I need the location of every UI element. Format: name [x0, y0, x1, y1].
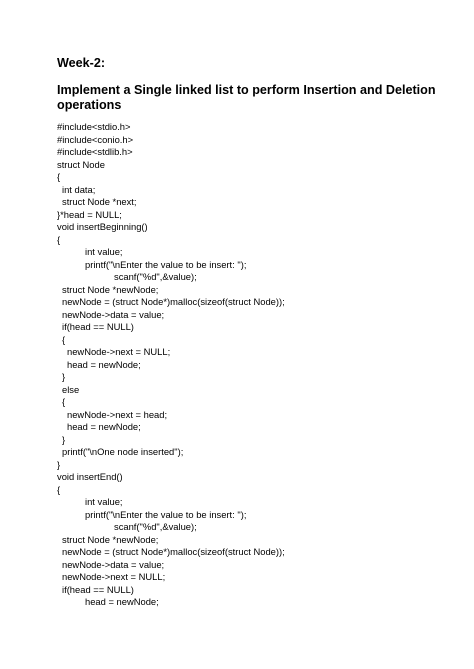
code-line: void insertBeginning() — [57, 221, 148, 232]
code-line: { — [57, 171, 61, 182]
code-line: } — [57, 458, 61, 470]
code-line: { — [57, 233, 61, 245]
code-line: printf("\nOne node inserted"); — [62, 446, 184, 457]
code-line: if(head == NULL) — [62, 321, 134, 332]
code-line: #include<stdlib.h> — [57, 146, 133, 157]
code-line: } — [62, 371, 66, 382]
week-heading: Week-2: — [57, 56, 106, 70]
code-line: printf("\nEnter the value to be insert: "); — [85, 508, 247, 520]
code-line: head = newNode; — [85, 596, 159, 607]
code-line: if(head == NULL) — [62, 583, 134, 595]
code-line: else — [62, 383, 80, 395]
code-line: head = newNode; — [67, 421, 141, 432]
code-line: int data; — [62, 183, 96, 195]
code-line: printf("\nEnter the value to be insert: "); — [85, 258, 247, 270]
code-line: newNode->data = value; — [62, 308, 165, 320]
code-line: } — [62, 433, 66, 445]
code-line: { — [62, 333, 66, 345]
code-line: { — [62, 396, 66, 407]
code-line: { — [57, 483, 61, 495]
title-line-1: Implement a Single linked list to perform Insertion and Deletion — [57, 83, 436, 97]
code-line: head = newNode; — [67, 358, 141, 370]
code-line: struct Node — [57, 158, 105, 170]
code-line: scanf("%d",&value); — [114, 521, 197, 532]
code-line: int value; — [85, 246, 123, 257]
code-line: #include<conio.h> — [57, 133, 134, 145]
code-line: newNode->next = NULL; — [62, 571, 166, 582]
code-line: struct Node *next; — [62, 196, 137, 207]
code-line: newNode = (struct Node*)malloc(sizeof(struct Node)); — [62, 546, 285, 557]
code-line: }*head = NULL; — [57, 208, 122, 220]
code-line: newNode->next = head; — [67, 408, 168, 420]
code-line: struct Node *newNode; — [62, 533, 159, 545]
code-line: newNode = (struct Node*)malloc(sizeof(struct Node)); — [62, 296, 285, 307]
code-line: #include<stdio.h> — [57, 121, 131, 132]
title-line-2: operations — [57, 98, 122, 112]
code-line: void insertEnd() — [57, 471, 123, 482]
code-block — [57, 121, 285, 609]
code-line: scanf("%d",&value); — [114, 271, 197, 282]
code-line: int value; — [85, 496, 123, 507]
code-line: newNode->next = NULL; — [67, 346, 171, 357]
code-line: newNode->data = value; — [62, 558, 165, 570]
code-line: struct Node *newNode; — [62, 283, 159, 295]
